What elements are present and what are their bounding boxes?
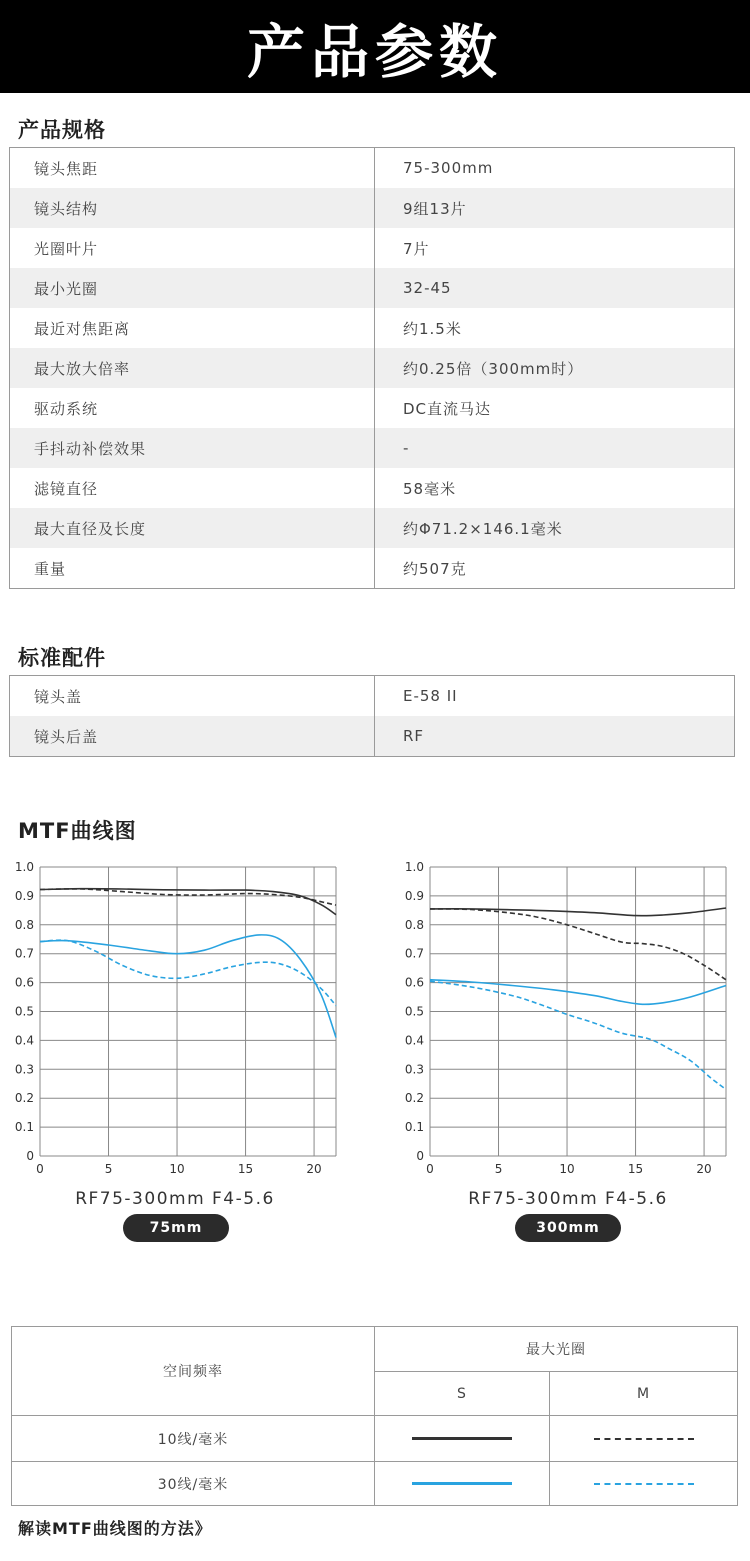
accessories-table (9, 675, 735, 757)
mtf-legend-table (11, 1326, 738, 1506)
series-line-10-S (40, 889, 336, 915)
spec-value: - (375, 428, 735, 468)
legend-10-s-sample (375, 1416, 550, 1462)
mtf-chart-75mm (0, 855, 345, 1189)
y-tick-label: 0.3 (14, 1062, 34, 1077)
y-tick-label: 0.8 (14, 917, 34, 932)
spec-label: 重量 (10, 548, 375, 589)
table-row (10, 676, 735, 717)
chart-lens-name-75mm: RF75-300mm F4-5.6 (75, 1189, 275, 1209)
spec-value: 约1.5米 (403, 319, 462, 338)
banner-title: 产品参数 (246, 17, 503, 86)
y-tick-label: 0 (416, 1149, 424, 1163)
table-row (10, 388, 735, 428)
y-tick-label: 0.9 (404, 888, 424, 903)
legend-row-10: 10线/毫米 (12, 1416, 375, 1462)
spec-label: 镜头盖 (10, 676, 375, 717)
table-row (10, 268, 735, 308)
spec-value: DC直流马达 (403, 399, 492, 418)
x-tick-label: 5 (104, 1162, 113, 1176)
legend-line-30-m (594, 1483, 694, 1485)
mtf-chart-300mm-svg (390, 855, 735, 1185)
legend-30-s-sample (375, 1462, 550, 1506)
spec-value: 约Φ71.2×146.1毫米 (375, 508, 735, 548)
table-row (10, 348, 735, 388)
y-tick-label: 0.6 (404, 975, 424, 990)
y-tick-label: 0.4 (14, 1033, 34, 1048)
y-tick-label: 1.0 (14, 860, 34, 874)
y-tick-label: 0.1 (404, 1120, 424, 1135)
y-tick-label: 0 (26, 1149, 34, 1163)
legend-row-30: 30线/毫米 (12, 1462, 375, 1506)
mtf-section-title: MTF曲线图 (18, 819, 137, 843)
focal-badge-300mm: 300mm (515, 1214, 621, 1242)
series-line-30-M (430, 981, 726, 1089)
legend-col-s: S (375, 1372, 550, 1416)
spec-value: E-58 II (403, 687, 458, 705)
spec-label: 最近对焦距离 (10, 308, 375, 348)
x-tick-label: 20 (696, 1162, 712, 1176)
table-row (10, 308, 735, 348)
legend-10-m-sample (550, 1416, 738, 1462)
table-row (10, 716, 735, 757)
mtf-chart-75mm-svg (0, 855, 345, 1185)
spec-value: 32-45 (375, 268, 735, 308)
mtf-chart-300mm (390, 855, 735, 1189)
y-tick-label: 0.5 (14, 1004, 34, 1019)
series-line-30-S (430, 980, 726, 1005)
chart-grid (40, 867, 336, 1156)
page-banner (0, 0, 750, 93)
legend-aperture-header: 最大光圈 (375, 1327, 738, 1372)
spec-value: RF (375, 716, 735, 757)
spec-label: 驱动系统 (10, 388, 375, 428)
legend-freq-header: 空间频率 (12, 1327, 375, 1416)
legend-line-10-s (412, 1437, 512, 1440)
chart-lens-name-300mm: RF75-300mm F4-5.6 (468, 1189, 668, 1209)
specs-section-title: 产品规格 (18, 118, 106, 142)
spec-value: 7片 (403, 239, 430, 258)
legend-line-30-s (412, 1482, 512, 1485)
spec-value: 9组13片 (375, 188, 735, 228)
spec-label: 镜头结构 (10, 188, 375, 228)
x-tick-label: 15 (237, 1162, 254, 1176)
y-tick-label: 0.4 (404, 1033, 424, 1048)
y-tick-label: 0.2 (404, 1091, 424, 1106)
spec-label: 最大直径及长度 (10, 508, 375, 548)
y-tick-label: 0.6 (14, 975, 34, 990)
accessories-section-title: 标准配件 (18, 646, 106, 670)
x-tick-label: 10 (169, 1162, 185, 1176)
x-tick-label: 10 (559, 1162, 575, 1176)
spec-label: 最大放大倍率 (10, 348, 375, 388)
y-tick-label: 0.7 (14, 946, 34, 961)
table-row (10, 428, 735, 468)
spec-label: 最小光圈 (10, 268, 375, 308)
table-row (10, 468, 735, 508)
mtf-guide-link[interactable]: 解读MTF曲线图的方法》 (18, 1519, 212, 1538)
series-line-10-M (430, 909, 726, 980)
spec-label: 镜头后盖 (10, 716, 375, 757)
table-row (10, 148, 735, 189)
y-tick-label: 0.1 (14, 1120, 34, 1135)
table-row (10, 548, 735, 589)
x-tick-label: 15 (627, 1162, 644, 1176)
spec-label: 滤镜直径 (10, 468, 375, 508)
x-tick-label: 20 (306, 1162, 322, 1176)
table-row (10, 188, 735, 228)
series-line-30-S (40, 935, 336, 1038)
x-tick-label: 5 (494, 1162, 503, 1176)
specs-table (9, 147, 735, 589)
spec-label: 光圈叶片 (10, 228, 375, 268)
spec-value: 75-300mm (403, 159, 494, 177)
y-tick-label: 0.5 (404, 1004, 424, 1019)
x-tick-label: 0 (36, 1162, 44, 1176)
table-row (10, 508, 735, 548)
y-tick-label: 0.3 (404, 1062, 424, 1077)
y-tick-label: 0.9 (14, 888, 34, 903)
legend-col-m: M (550, 1372, 738, 1416)
series-line-10-M (40, 889, 336, 905)
legend-30-m-sample (550, 1462, 738, 1506)
y-tick-label: 0.7 (404, 946, 424, 961)
spec-label: 手抖动补偿效果 (10, 428, 375, 468)
table-row (10, 228, 735, 268)
legend-line-10-m (594, 1438, 694, 1440)
y-tick-label: 0.2 (14, 1091, 34, 1106)
y-tick-label: 1.0 (404, 860, 424, 874)
x-tick-label: 0 (426, 1162, 434, 1176)
y-tick-label: 0.8 (404, 917, 424, 932)
spec-label: 镜头焦距 (10, 148, 375, 189)
spec-value: 约0.25倍（300mm时） (375, 348, 735, 388)
spec-value: 约507克 (403, 559, 467, 578)
focal-badge-75mm: 75mm (123, 1214, 229, 1242)
spec-value: 58毫米 (403, 479, 457, 498)
